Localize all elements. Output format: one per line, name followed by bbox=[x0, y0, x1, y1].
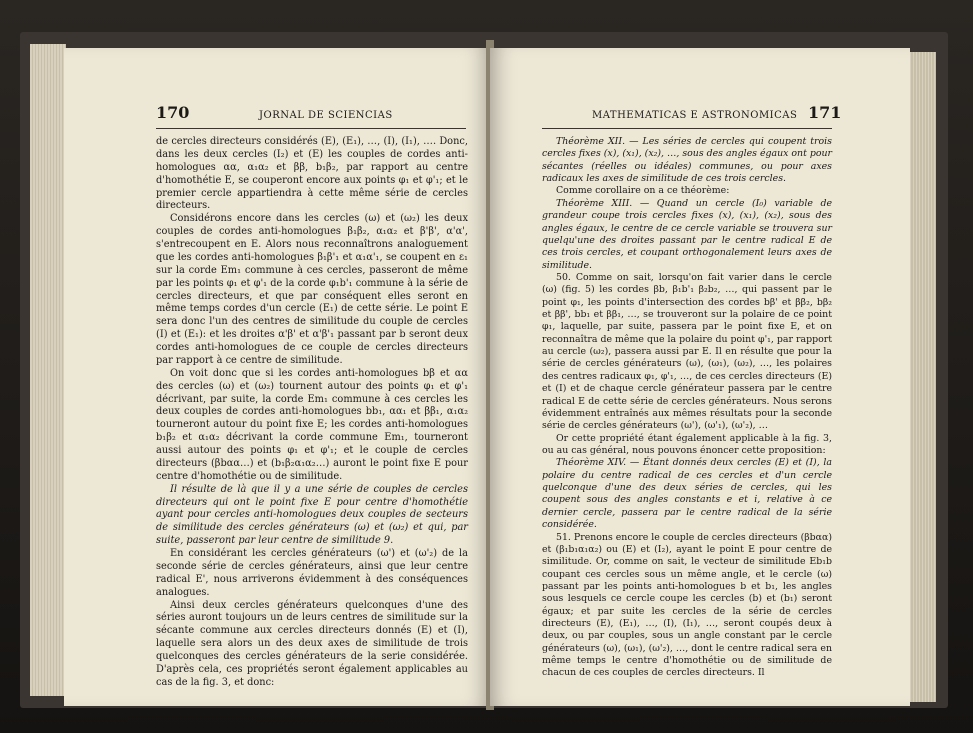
right-paragraph-1: Théorème XII. — Les séries de cercles qui coupent trois cercles fixes (x), (x₁), (x₂), …, sous des angles égaux ont pour sécantes (réelles ou idéales) communes, ou pour axes radicaux les axes de similitude de ces trois cercles. bbox=[542, 136, 832, 185]
left-page bbox=[64, 48, 490, 706]
left-paragraph-1: de cercles directeurs considérés (E), (E₁), …, (I), (I₁), …. Donc, dans les deux cercles (I₂) et (E) les couples de cordes anti-homologues αα, α₁α₂ et ββ, b₁β₂, par rapport au centre d'homothétie E, se couperont encore aux points φ₁ et φ'₁; et le premier cercle appartiendra à cette même série de cercles directeurs. bbox=[156, 136, 468, 212]
left-paragraph-6: Ainsi deux cercles générateurs quelconques d'une des séries auront toujours un de leurs centres de similitude sur la sécante commune aux cercles directeurs donnés (E) et (I), laquelle sera alors un des deux axes de similitude de trois quelconques des cercles générateurs de la serie considérée. D'après cela, ces propriétés seront également applicables au cas de la fig. 3, et donc: bbox=[156, 599, 468, 688]
right-page bbox=[490, 48, 910, 706]
left-page-edges bbox=[30, 44, 66, 696]
left-paragraph-4: Il résulte de là que il y a une série de couples de cercles directeurs qui ont le point fixe E pour centre d'homothétie ayant pour cercles anti-homologues deux couples de secteurs de similitude des cercles générateurs (ω) et (ω₂) et qui, par suite, passeront par leur centre de similitude 9. bbox=[156, 483, 468, 547]
right-page-edges bbox=[908, 52, 936, 702]
right-paragraph-3: Théorème XIII. — Quand un cercle (I₀) variable de grandeur coupe trois cercles fixes (x), (x₁), (x₂), sous des angles égaux, le centre de ce cercle variable se trouvera sur quelqu'une des droites passant par le centre radical E de ces trois cercles, et coupant orthogonalement leurs axes de similitude. bbox=[542, 197, 832, 271]
right-page-number: 171 bbox=[808, 103, 842, 122]
right-paragraph-4: 50. Comme on sait, lorsqu'on fait varier dans le cercle (ω) (fig. 5) les cordes βb, β₁b'₁ β₂b₂, …, qui passent par le point φ₁, les points d'intersection des cordes bβ' et ββ₂, bβ₂ et ββ', bb₁ et ββ₁, …, se trouveront sur la polaire de ce point φ₁, laquelle, par suite, passera par le point fixe E, et on reconnaîtra de même que la polaire du point φ'₁, par rapport au cercle (ω₂), passera aussi par E. Il en résulte que pour la série de cercles générateurs (ω), (ω₁), (ω₂), …, les polaires des centres radicaux φ₁, φ'₁, …, de ces cercles directeurs (E) et (I) et de chaque cercle générateur passera par le centre radical E de cette série de cercles générateurs. Nous serons évidemment entraînés aux mêmes résultats pour la seconde série de cercles générateurs (ω'), (ω'₁), (ω'₂), … bbox=[542, 271, 832, 432]
right-paragraph-6: Théorème XIV. — Étant donnés deux cercles (E) et (I), la polaire du centre radical de ces cercles et d'un cercle quelconque d'une des deux séries de cercles, qui les coupent sous des angles constants e et i, relative à ce dernier cercle, passera par le centre radical de la série considérée. bbox=[542, 457, 832, 531]
left-paragraph-2: Considérons encore dans les cercles (ω) et (ω₂) les deux couples de cordes anti-homologues β₁β₂, α₁α₂ et β'β', α'α', s'entrecoupent en E. Alors nous reconnaîtrons analoguement que les cordes anti-homologues β₁β'₁ et α₁α'₁, se coupent en ε₁ sur la corde Em₁ commune à ces cercles, passeront de même par les points φ₁ et φ'₁ de la corde φ₁b'₁ commune à la série de cercles directeurs, et que par conséquent elles seront en même temps cordes d'un cercle (E₁) de cette série. Le point E sera donc l'un des centres de similitude du couple de cercles (I) et (E₁): et les droites α'β' et α'β'₁ passant par b seront deux cordes anti-homologues de ce couple de cercles directeurs par rapport à ce centre de similitude. bbox=[156, 213, 468, 366]
left-paragraph-5: En considérant les cercles générateurs (ω') et (ω'₂) de la seconde série de cercles générateurs, ainsi que leur centre radical E', nous arriverons évidemment à des conséquences analogues. bbox=[156, 548, 468, 598]
right-body-text bbox=[542, 136, 832, 680]
left-running-head: JORNAL DE SCIENCIAS bbox=[259, 110, 393, 121]
left-paragraph-3: On voit donc que si les cordes anti-homologues bβ et αα des cercles (ω) et (ω₂) tournent autour des points φ₁ et φ'₁ décrivant, par suite, la corde Em₁ commune à ces cercles les deux couples de cordes anti-homologues bb₁, αα₁ et ββ₁, α₁α₂ tourneront autour du point fixe E; les cordes anti-homologues b₁β₂ et α₁α₂ décrivant la corde commune Em₁, tourneront aussi autour des points φ₁ et φ'₁; et le couple de cercles directeurs (βbαα…) et (b₁β₂α₁α₂…) auront le point fixe E pour centre d'homothétie ou de similitude. bbox=[156, 367, 468, 482]
right-header-rule bbox=[542, 128, 832, 129]
right-paragraph-7: 51. Prenons encore le couple de cercles directeurs (βbαα) et (β₁b₁α₁α₂) ou (E) et (I₂), ayant le point E pour centre de similitude. Or, comme on sait, le vecteur de similitude Eb₁b coupant ces cercles sous un même angle, et le cercle (ω) passant par les points anti-homologues b et b₁, les angles sous lesquels ce cercle coupe les cercles (b) et (b₁) seront égaux; et par suite les cercles de la série de cercles directeurs (E), (E₁), …, (I), (I₁), …, seront coupés deux à deux, ou par couples, sous un angle constant par le cercle générateurs (ω), (ω₁), (ω'₂), …, dont le centre radical sera en même temps le centre d'homothétie ou de similitude de chacun de ces couples de cercles directeurs. Il bbox=[542, 531, 832, 679]
left-header-rule bbox=[156, 128, 466, 129]
right-running-head: MATHEMATICAS E ASTRONOMICAS bbox=[592, 110, 798, 121]
left-body-text bbox=[156, 136, 468, 690]
right-paragraph-5: Or cette propriété étant également applicable à la fig. 3, ou au cas général, nous pouvons énoncer cette proposition: bbox=[542, 432, 832, 456]
left-page-number: 170 bbox=[156, 103, 190, 122]
right-paragraph-2: Comme corollaire on a ce théorème: bbox=[556, 185, 730, 197]
